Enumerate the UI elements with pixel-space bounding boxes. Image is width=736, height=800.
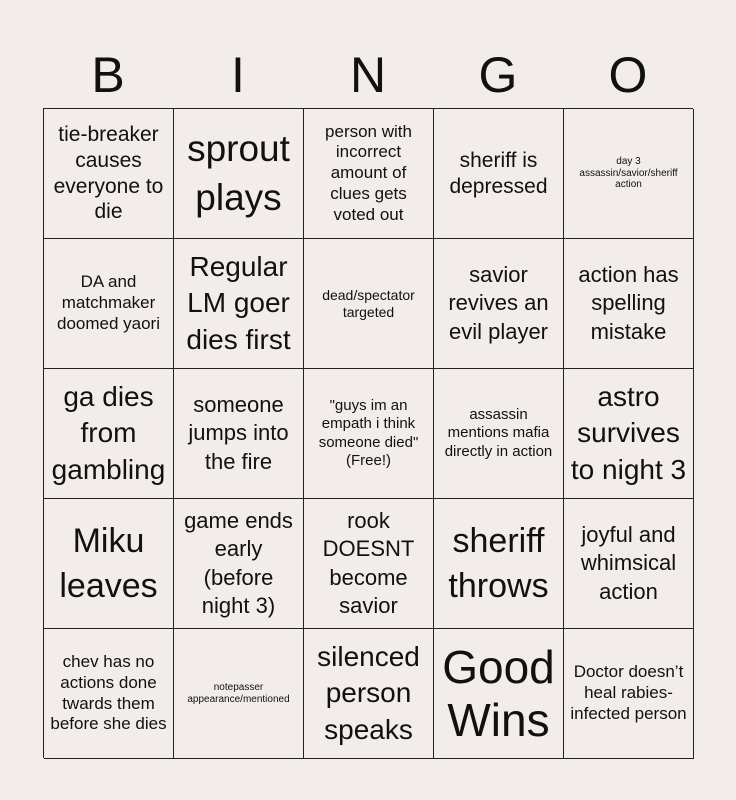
bingo-cell-r3c4[interactable]: assassin mentions mafia directly in action <box>434 369 564 499</box>
bingo-cell-r1c1[interactable]: tie-breaker causes everyone to die <box>44 109 174 239</box>
bingo-cell-r1c5[interactable]: day 3 assassin/savior/sheriff action <box>564 109 694 239</box>
bingo-cell-r2c1[interactable]: DA and matchmaker doomed yaori <box>44 239 174 369</box>
bingo-cell-r4c1[interactable]: Miku leaves <box>44 499 174 629</box>
header-letter-i: I <box>231 47 245 103</box>
bingo-cell-r1c3[interactable]: person with incorrect amount of clues gets voted out <box>304 109 434 239</box>
bingo-cell-r3c1[interactable]: ga dies from gambling <box>44 369 174 499</box>
bingo-cell-r4c4[interactable]: sheriff throws <box>434 499 564 629</box>
bingo-cell-r1c4[interactable]: sheriff is depressed <box>434 109 564 239</box>
header-letter-o: O <box>608 47 648 103</box>
bingo-cell-r4c5[interactable]: joyful and whimsical action <box>564 499 694 629</box>
bingo-cell-r5c1[interactable]: chev has no actions done twards them before she dies <box>44 629 174 759</box>
bingo-cell-r5c4[interactable]: Good Wins <box>434 629 564 759</box>
bingo-cell-r4c2[interactable]: game ends early (before night 3) <box>174 499 304 629</box>
bingo-cell-r4c3[interactable]: rook DOESNT become savior <box>304 499 434 629</box>
header-letter-b: B <box>91 47 125 103</box>
bingo-cell-r2c3[interactable]: dead/spectator targeted <box>304 239 434 369</box>
bingo-cell-r2c5[interactable]: action has spelling mistake <box>564 239 694 369</box>
bingo-cell-r3c5[interactable]: astro survives to night 3 <box>564 369 694 499</box>
bingo-cell-r1c2[interactable]: sprout plays <box>174 109 304 239</box>
bingo-header <box>43 42 693 108</box>
bingo-cell-r5c5[interactable]: Doctor doesn’t heal rabies-infected person <box>564 629 694 759</box>
bingo-cell-r2c2[interactable]: Regular LM goer dies first <box>174 239 304 369</box>
bingo-cell-r5c2[interactable]: notepasser appearance/mentioned <box>174 629 304 759</box>
bingo-cell-r2c4[interactable]: savior revives an evil player <box>434 239 564 369</box>
bingo-cell-r3c3 free-space[interactable]: "guys im an empath i think someone died" (Free!) <box>304 369 434 499</box>
header-letter-g: G <box>478 47 518 103</box>
bingo-cell-r5c3[interactable]: silenced person speaks <box>304 629 434 759</box>
bingo-board <box>43 108 693 758</box>
header-letter-n: N <box>349 47 387 103</box>
bingo-cell-r3c2[interactable]: someone jumps into the fire <box>174 369 304 499</box>
